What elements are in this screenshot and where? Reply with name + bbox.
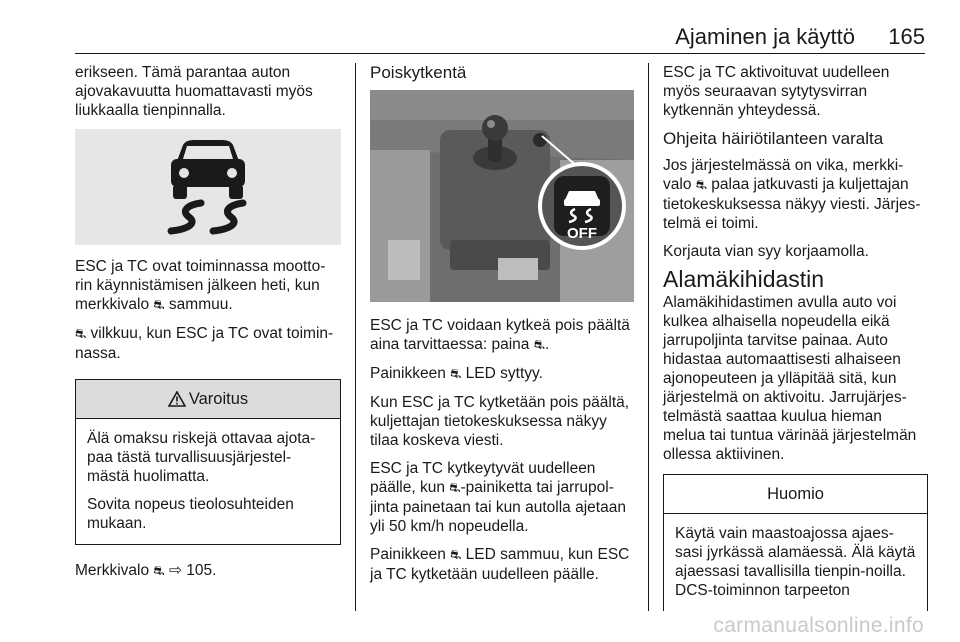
esc-indicator-icon: ⛐ (153, 564, 165, 579)
esc-status-paragraph: ESC ja TC ovat toiminnassa mootto-rin käynnistämisen jälkeen heti, kun merkkivalo ⛐ sammuu. (75, 258, 326, 313)
column-divider-1 (355, 63, 356, 611)
dcs-paragraph: Alamäkihidastimen avulla auto voi kulkea alhaisella nopeudella eikä jarrupoljinta tarvitse painaa. Auto hidastaa automaattisesti alhaiseen ajonopeuteen ja ylläpitää sitä, kun järjestelmä on aktivoitu. Jarrujärjes-telmästä saattaa kuulua hieman melua tai tuntua värinää järjestelmän ollessa aktiivinen. (663, 294, 917, 463)
esc-indicator-icon: ⛐ (695, 178, 707, 193)
fault-paragraph: Jos järjestelmässä on vika, merkki-valo ⛐ palaa jatkuvasti ja kuljettajan tietokeskuksessa näkyy viesti. Järjes-telmä ei toimi. (663, 157, 921, 232)
warning-paragraph: Älä omaksu riskejä ottavaa ajota-paa tästä turvallisuusjärjestel-mästä huolimatta. (87, 430, 316, 485)
column-divider-2 (648, 63, 649, 611)
esc-indicator-icon: ⛐ (153, 298, 165, 313)
repair-paragraph: Korjauta vian syy korjaamolla. (663, 243, 869, 260)
watermark: carmanualsonline.info (713, 614, 924, 637)
led-on-paragraph: Painikkeen ⛐ LED syttyy. (370, 365, 543, 382)
dashboard-photo (370, 90, 634, 302)
esc-button-icon: ⛐ (533, 338, 545, 353)
skid-car-icon (75, 129, 341, 245)
warning-header (76, 380, 340, 419)
header-rule (75, 53, 925, 54)
esc-indicator-icon: ⛐ (75, 327, 87, 342)
warning-triangle-icon (168, 391, 186, 407)
page-title: Ajaminen ja käyttö (675, 24, 855, 49)
section-title: Poiskytkentä (370, 63, 467, 82)
esc-blink-paragraph: ⛐ vilkkuu, kun ESC ja TC ovat toimin-nassa. (75, 325, 334, 362)
reenable-paragraph: ESC ja TC kytkeytyvät uudelleen päälle, kun ⛐-painiketta tai jarrupol-jinta painetaan tai kun autolla ajetaan yli 50 km/h nopeudella. (370, 460, 626, 535)
note-paragraph: Käytä vain maastoajossa ajaes-sasi jyrkässä alamäessä. Älä käytä ajaessasi tavallisilla tienpin-noilla. DCS-toiminnon tarpeeton (675, 525, 916, 599)
note-box (663, 474, 928, 612)
column-3 (663, 63, 928, 624)
message-paragraph: Kun ESC ja TC kytketään pois päältä, kuljettajan tietokeskuksessa näkyy tilaa koskeva viesti. (370, 394, 630, 449)
chapter-title: Alamäkihidastin (663, 266, 825, 292)
page-reference-arrow-icon: ⇨ (168, 562, 182, 579)
intro-paragraph: erikseen. Tämä parantaa auton ajovakavuutta huomattavasti myös liukkaalla tienpinnalla. (75, 64, 313, 119)
page-number: 165 (888, 24, 925, 49)
esc-button-icon: ⛐ (450, 367, 462, 382)
note-title: Huomio (767, 484, 824, 503)
column-2 (370, 63, 634, 593)
disable-paragraph: ESC ja TC voidaan kytkeä pois päältä aina tarvittaessa: paina ⛐. (370, 317, 630, 353)
note-body (664, 514, 927, 611)
warning-paragraph: Sovita nopeus tieolosuhteiden mukaan. (87, 496, 294, 532)
page-header (0, 0, 960, 58)
esc-button-icon: ⛐ (449, 481, 461, 496)
photo-button-label: OFF (567, 225, 597, 242)
warning-box (75, 379, 341, 545)
warning-title: Varoitus (188, 389, 249, 408)
warning-body (76, 419, 340, 544)
section-title: Ohjeita häiriötilanteen varalta (663, 129, 884, 148)
reactivate-paragraph: ESC ja TC aktivoituvat uudelleen myös seuraavan sytytysvirran kytkennän yhteydessä. (663, 64, 890, 119)
led-off-paragraph: Painikkeen ⛐ LED sammuu, kun ESC ja TC kytketään uudelleen päälle. (370, 546, 630, 583)
esc-button-icon: ⛐ (450, 548, 462, 563)
reference-line: Merkkivalo ⛐ ⇨ 105. (75, 562, 217, 579)
note-header (664, 475, 927, 514)
column-1 (75, 63, 341, 590)
